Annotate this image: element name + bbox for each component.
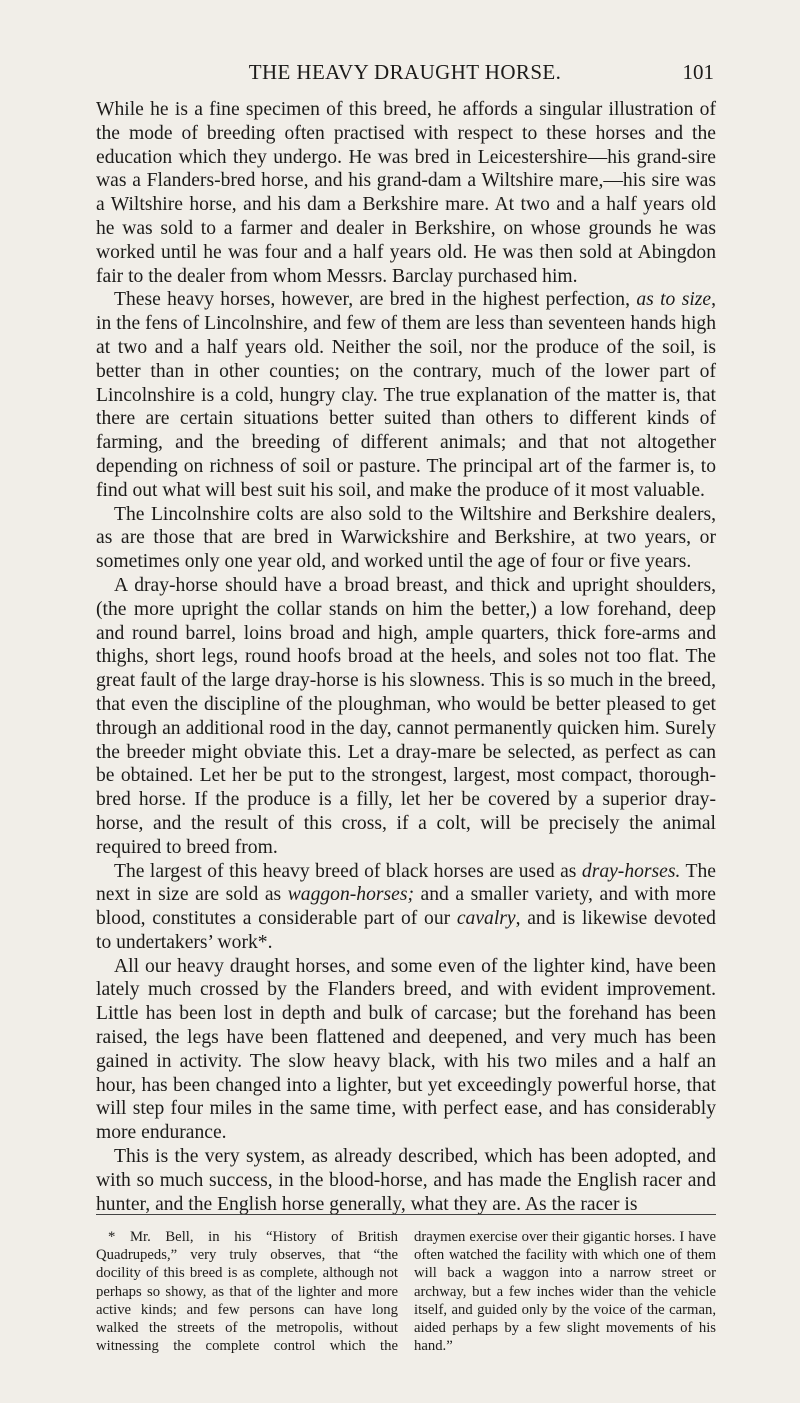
emphasis-cavalry: cavalry xyxy=(456,908,516,930)
running-title: THE HEAVY DRAUGHT HORSE. xyxy=(248,60,562,84)
paragraph-1 xyxy=(96,98,716,288)
paragraph-5 xyxy=(96,860,716,955)
paragraph-7 xyxy=(96,1145,716,1216)
paragraph-5-text-a: The largest of this heavy breed of black horses are used as xyxy=(114,860,582,882)
footnote-divider xyxy=(96,1214,716,1215)
footnote xyxy=(96,1228,716,1355)
running-header xyxy=(96,60,714,88)
paragraph-5-text-d: , and is likewise devoted to undertakers’ work*. xyxy=(96,908,716,953)
body-text xyxy=(96,98,716,1216)
footnote-block xyxy=(96,1228,716,1355)
paragraph-5-text-b: The next in size are sold as xyxy=(96,860,716,906)
paragraph-1-text: While he is a fine specimen of this breed, he affords a singular illustration of the mode of breeding often practised with respect to these horses and the education which they undergo. He was bred in Leicestershire—his grand-sire was a Flanders-bred horse, and his grand-dam a Wiltshire mare,—his sire was a Wiltshire horse, and his dam a Berkshire mare. At two and a half years old he was sold to a farmer and dealer in Berkshire, on whose grounds he was worked until he was four and a half years old. He was then sold at Abingdon fair to the dealer from whom Messrs. Barclay purchased him. xyxy=(96,99,716,287)
emphasis-dray-horses: dray-horses. xyxy=(581,860,681,882)
footnote-text: * Mr. Bell, in his “History of British Quadrupeds,” very truly observes, that “the docility of this breed is as complete, although not perhaps so showy, as that of the lighter and more active kinds; and few persons can have long walked the streets of the metropolis, without witnessing the complete control which the draymen exercise over their gigantic horses. I have often watched the facility with which one of them will back a waggon into a narrow street or archway, but a few inches wider than the vehicle itself, and guided only by the voice of the carman, aided perhaps by a few slight movements of his hand.” xyxy=(96,1229,716,1355)
paragraph-2-text-a: These heavy horses, however, are bred in the highest perfection, xyxy=(114,289,637,311)
paragraph-4 xyxy=(96,574,716,860)
paragraph-2 xyxy=(96,288,716,502)
paragraph-4-text: A dray-horse should have a broad breast, and thick and upright shoulders, (the more upright the collar stands on him the better,) a low forehand, deep and round barrel, loins broad and high, ample quarters, thick fore-arms and thighs, short legs, round hoofs broad at the heels, and soles not too flat. The great fault of the large dray-horse is his slowness. This is so much in the breed, that even the discipline of the ploughman, who would be better pleased to get through an additional rood in the day, cannot permanently quicken him. Surely the breeder might obviate this. Let a dray-mare be selected, as perfect as can be obtained. Let her be put to the strongest, largest, most compact, thorough-bred horse. If the produce is a filly, let her be covered by a superior dray-horse, and the result of this cross, if a colt, will be precisely the animal required to breed from. xyxy=(96,574,716,858)
emphasis-as-to-size: as to size xyxy=(636,289,712,311)
page-number: 101 xyxy=(682,60,714,84)
paragraph-7-text: This is the very system, as already described, which has been adopted, and with so much success, in the blood-horse, and has made the English racer and hunter, and the English horse generally, what they are. As the racer is xyxy=(96,1146,716,1215)
paragraph-5-text-c: and a smaller variety, and with more blood, constitutes a considerable part of our xyxy=(96,884,717,930)
paragraph-6-text: All our heavy draught horses, and some even of the lighter kind, have been lately much crossed by the Flanders breed, and with evident improvement. Little has been lost in depth and bulk of carcase; but the forehand has been raised, the legs have been flattened and deepened, and very much has been gained in activity. The slow heavy black, with his two miles and a half an hour, has been changed into a lighter, but yet exceedingly powerful horse, that will step four miles in the same time, with perfect ease, and has considerably more endurance. xyxy=(96,955,716,1144)
paragraph-3-text: The Lincolnshire colts are also sold to the Wiltshire and Berkshire dealers, as are those that are bred in Warwickshire and Berkshire, at two years, or sometimes only one year old, and worked until the age of four or five years. xyxy=(96,503,716,573)
paragraph-2-text-b: , in the fens of Lincolnshire, and few of them are less than seventeen hands high at two and a half years old. Neither the soil, nor the produce of the soil, is better than in other counties; on the contrary, much of the lower part of Lincolnshire is a cold, hungry clay. The true explanation of the matter is, that there are certain situations better suited than others to different kinds of farming, and the breeding of different animals; and that not altogether depending on richness of soil or pasture. The principal art of the farmer is, to find out what will best suit his soil, and make the produce of it most valuable. xyxy=(96,289,716,501)
paragraph-3 xyxy=(96,503,716,574)
emphasis-waggon-horses: waggon-horses; xyxy=(287,884,414,906)
paragraph-6 xyxy=(96,955,716,1145)
